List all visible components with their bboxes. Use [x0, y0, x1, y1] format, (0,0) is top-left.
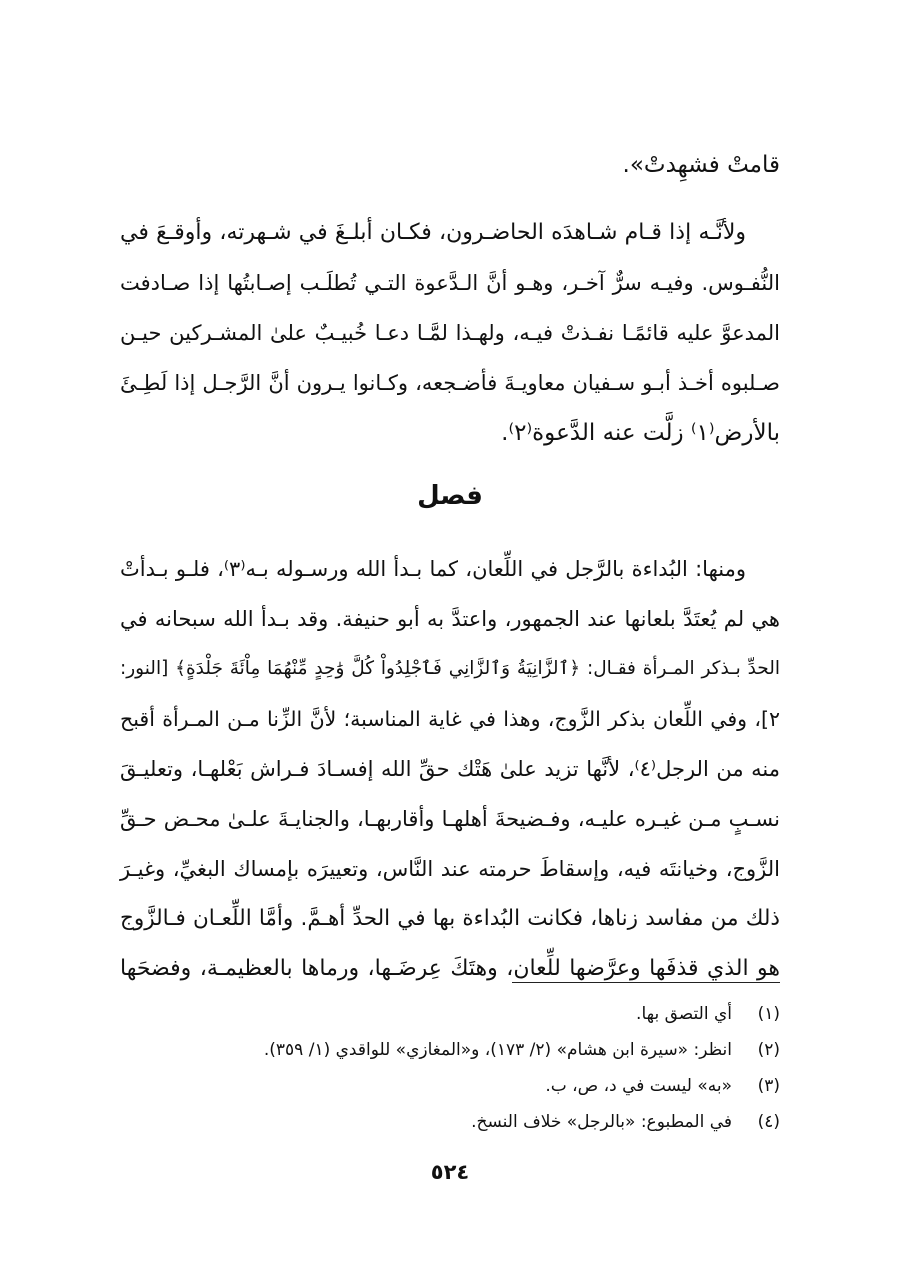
text-line: قامتْ فشهِدتْ». [622, 152, 780, 178]
footnote-text: «به» ليست في د، ص، ب. [545, 1076, 732, 1096]
main-text [120, 140, 780, 994]
footnote-number: (٢) [757, 1040, 780, 1060]
footnote-divider [512, 982, 780, 983]
footnote-text: انظر: «سيرة ابن هشام» (٢/ ١٧٣)، و«المغازي» للواقدي (١/ ٣٥٩). [263, 1040, 732, 1060]
text-line: صـلبوه أخـذ أبـو سـفيان معاويـةَ فأضـجعه، وكـانوا يـرون أنَّ الرَّجـل إذا لَطِـئَ [120, 371, 780, 395]
footnote [120, 1104, 780, 1140]
text-line: المدعوَّ عليه قائمًـا نفـذتْ فيـه، ولهـذا لمَّـا دعـا خُبيـبٌ علىٰ المشـركين حيـن [120, 321, 780, 345]
text-line: نسـبٍ مـن غيـره عليـه، وفـضيحةَ أهلهـا وأقاربهـا، والجنايـةَ علـىٰ محـض حـقِّ [120, 807, 780, 831]
text-line: الزَّوج، وخيانتَه فيه، وإسقاطَ حرمته عند النَّاس، وتعييرَه بإمساك البغيِّ، وغيـرَ [120, 857, 780, 881]
text-line: هي لم يُعتَدَّ بلعانها عند الجمهور، واعتدَّ به أبو حنيفة. وقد بـدأ الله سبحانه في [120, 607, 780, 631]
text-line: بالأرض⁽١⁾ زلَّت عنه الدَّعوة⁽٢⁾. [501, 420, 780, 446]
page-number: ٥٢٤ [430, 1160, 470, 1184]
section-heading: فصل [417, 481, 483, 511]
footnote-number: (٣) [757, 1076, 780, 1096]
text-line: النُّفـوس. وفيـه سرٌّ آخـر، وهـو أنَّ الـدَّعوة التـي تُطلَـب إصـابتُها إذا صـادفت [120, 271, 780, 295]
text-line: هو الذي قذفَها وعرَّضها للِّعان، وهتَكَ عِرضَـها، ورماها بالعظيمـة، وفضحَها [120, 956, 780, 981]
footnotes [120, 996, 780, 1140]
paragraph-gap [120, 190, 780, 208]
footnote-text: في المطبوع: «بالرجل» خلاف النسخ. [471, 1112, 732, 1132]
text-line: ٢]، وفي اللِّعان بذكر الزَّوج، وهذا في غاية المناسبة؛ لأنَّ الزِّنا مـن المـرأة أقبح [120, 707, 780, 731]
footnote-number: (١) [757, 1004, 780, 1024]
text-line: ومنها: البُداءة بالرَّجل في اللِّعان، كما بـدأ الله ورسـوله بـه⁽٣⁾، فلـو بـدأتْ [120, 557, 746, 581]
footnote [120, 996, 780, 1032]
footnote-number: (٤) [757, 1112, 780, 1132]
footnote [120, 1032, 780, 1068]
text-line: منه من الرجل⁽٤⁾، لأنَّها تزيد علىٰ هَتْك حقِّ الله إفسـادَ فـراش بَعْلهـا، وتعليـقَ [120, 757, 781, 781]
text-line: الحدِّ بـذكر المـرأة فقـال: ﴿ٱلزَّانِيَةُ وَٱلزَّانِي فَٱجْلِدُواْ كُلَّ وَٰحِدٍ مِّنْهُمَا مِاْئَةَ جَلْدَةٍ﴾ [النور: [120, 658, 780, 679]
footnote [120, 1068, 780, 1104]
text-line: ذلك من مفاسد زناها، فكانت البُداءة بها في الحدِّ أهـمَّ. وأمَّا اللِّعـان فـالزَّوج [120, 906, 780, 931]
footnote-text: أي التصق بها. [636, 1004, 732, 1024]
text-line: ولأنَّـه إذا قـام شـاهدَه الحاضـرون، فكـان أبلـغَ في شـهرته، وأوقـعَ في [120, 220, 746, 245]
